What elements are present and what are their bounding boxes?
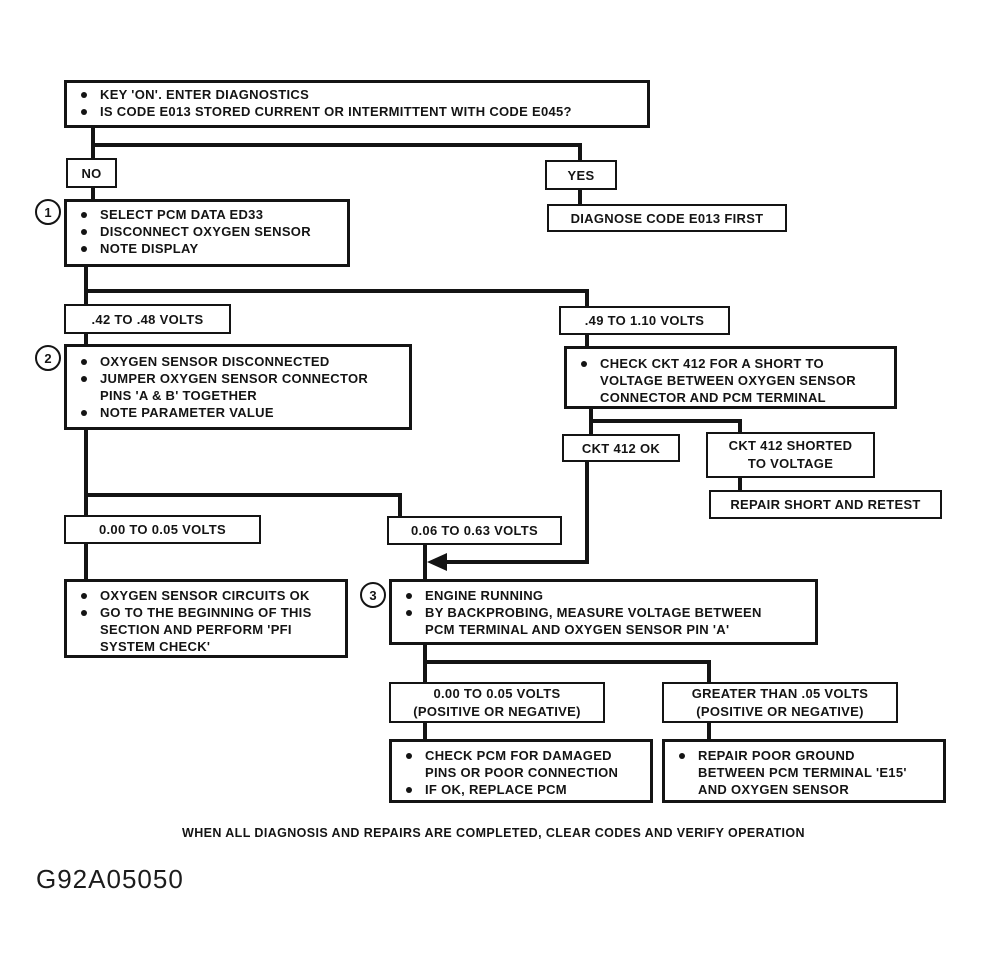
connector-line [84,542,88,581]
bullet-list [392,742,650,804]
bullet-text: JUMPER OXYGEN SENSOR CONNECTOR PINS 'A & B' TOGETHER [100,370,369,403]
node-volts-49-110 [559,306,730,335]
bullet-text: ENGINE RUNNING [425,588,544,603]
connector-line [423,542,427,581]
connector-line [84,493,88,517]
bullet-icon [406,787,412,793]
node-label: DIAGNOSE CODE E013 FIRST [570,210,764,226]
figure-id: G92A05050 [36,864,184,894]
bullet-text: GO TO THE BEGINNING OF THIS SECTION AND PERFORM 'PFI SYSTEM CHECK' [100,604,312,654]
node-volts-006-063 [387,516,562,545]
bullet-icon [81,376,87,382]
bullet-icon [81,229,87,235]
footer-note: WHEN ALL DIAGNOSIS AND REPAIRS ARE COMPLETED, CLEAR CODES AND VERIFY OPERATION [182,826,805,840]
node-step1 [64,199,350,267]
node-volts-42-48 [64,304,231,334]
bullet-list [567,349,894,412]
connector-line [398,493,402,518]
connector-line [84,493,402,497]
connector-line [91,143,582,147]
node-label: .42 TO .48 VOLTS [91,311,204,327]
arrowhead-left-icon [427,553,447,571]
bullet-icon [81,212,87,218]
bullet-list [67,347,409,427]
bullet-list [392,582,815,644]
connector-line [446,560,589,564]
bullet-icon [581,361,587,367]
node-volts-000-005 [64,515,261,544]
bullet-text: NOTE PARAMETER VALUE [100,404,274,420]
node-label: 0.00 TO 0.05 VOLTS [98,522,227,537]
bullet-item [665,748,937,799]
connector-line [585,460,589,564]
node-ckt412-shorted [706,432,875,478]
bullet-icon [81,410,87,416]
node-no [66,158,117,188]
node-circuits-ok [64,579,348,658]
bullet-icon [679,753,685,759]
bullet-item [67,605,339,656]
bullet-item [392,588,809,605]
bullet-list [67,202,347,263]
bullet-text: IS CODE E013 STORED CURRENT OR INTERMITTENT WITH CODE E045? [100,103,572,119]
connector-line [707,660,711,684]
node-ckt412-ok [562,434,680,462]
node-repair-short [709,490,942,519]
connector-line [423,660,427,684]
bullet-text: BY BACKPROBING, MEASURE VOLTAGE BETWEEN PCM TERMINAL AND OXYGEN SENSOR PIN 'A' [425,604,762,637]
node-start [64,80,650,128]
node-yes [545,160,617,190]
bullet-item [67,241,341,258]
connector-line [423,660,711,664]
node-check-pcm [389,739,653,803]
bullet-icon [81,593,87,599]
node-label: CKT 412 OK [581,440,661,456]
node-label: 0.06 TO 0.63 VOLTS [410,523,539,538]
bullet-text: KEY 'ON'. ENTER DIAGNOSTICS [100,87,310,102]
bullet-text: CHECK PCM FOR DAMAGED PINS OR POOR CONNECTION [425,748,619,780]
bullet-text: IF OK, REPLACE PCM [425,781,567,797]
bullet-item [67,588,339,605]
bullet-item [67,371,403,405]
node-label-line1: CKT 412 SHORTED [728,438,853,454]
bullet-icon [406,593,412,599]
step-number-label: 2 [44,350,52,366]
connector-line [423,721,427,741]
bullet-text: OXYGEN SENSOR CIRCUITS OK [100,588,310,603]
node-high-volts [662,682,898,723]
step-number-3 [360,582,386,608]
bullet-icon [81,109,87,115]
bullet-item [392,605,809,639]
node-label-line1: 0.00 TO 0.05 VOLTS [433,685,561,701]
bullet-list [665,742,943,804]
bullet-icon [406,753,412,759]
node-low-volts [389,682,605,723]
bullet-list [67,83,647,126]
node-label: YES [567,167,595,183]
node-label: .49 TO 1.10 VOLTS [584,313,705,328]
bullet-item [392,748,644,782]
node-label-line2: TO VOLTAGE [747,456,834,471]
connector-line [84,289,589,293]
bullet-text: SELECT PCM DATA ED33 [100,207,264,222]
node-check-ckt412 [564,346,897,409]
node-step3 [389,579,818,645]
bullet-item [67,405,403,422]
bullet-text: REPAIR POOR GROUND BETWEEN PCM TERMINAL 'E15' AND OXYGEN SENSOR [698,748,907,797]
bullet-item [67,224,341,241]
connector-line [84,428,88,497]
bullet-icon [81,246,87,252]
step-number-label: 3 [369,587,377,603]
bullet-text: NOTE DISPLAY [100,240,199,256]
bullet-item [567,356,888,407]
step-number-1 [35,199,61,225]
bullet-list [67,582,345,661]
bullet-icon [81,92,87,98]
bullet-icon [81,359,87,365]
bullet-item [67,207,341,224]
bullet-icon [406,610,412,616]
node-label-line1: GREATER THAN .05 VOLTS [691,685,869,701]
node-label: REPAIR SHORT AND RETEST [730,497,921,512]
bullet-item [67,87,641,104]
bullet-item [392,782,644,799]
step-number-2 [35,345,61,371]
connector-line [91,125,95,145]
bullet-text: CHECK CKT 412 FOR A SHORT TO VOLTAGE BETWEEN OXYGEN SENSOR CONNECTOR AND PCM TERMINAL [600,356,856,405]
bullet-text: OXYGEN SENSOR DISCONNECTED [100,354,330,369]
node-label-line2: (POSITIVE OR NEGATIVE) [413,703,581,719]
node-step2 [64,344,412,430]
bullet-item [67,354,403,371]
step-number-label: 1 [44,204,52,220]
bullet-icon [81,610,87,616]
bullet-text: DISCONNECT OXYGEN SENSOR [100,223,311,239]
node-repair-ground [662,739,946,803]
connector-line [707,721,711,741]
connector-line [589,419,742,423]
node-label: NO [81,165,102,181]
bullet-item [67,104,641,121]
node-diagnose-first [547,204,787,232]
node-label-line2: (POSITIVE OR NEGATIVE) [696,703,864,719]
